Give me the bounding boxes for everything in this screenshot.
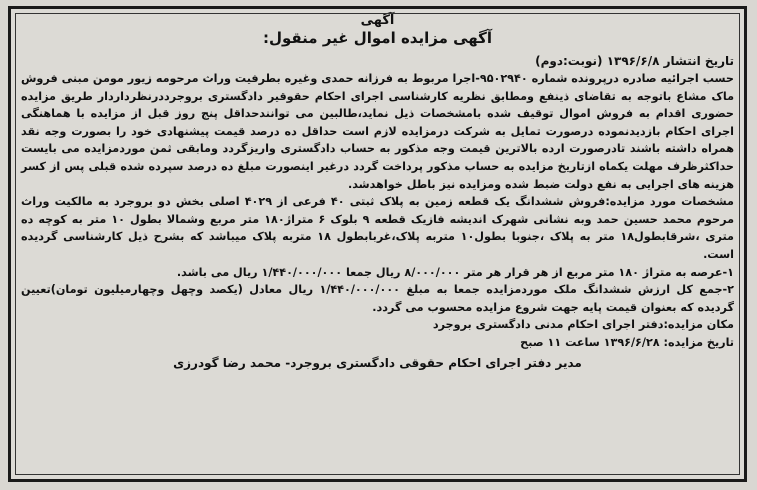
notice-box bbox=[8, 6, 747, 482]
publish-date: تاریخ انتشار ۱۳۹۶/۶/۸ (نوبت:دوم) bbox=[535, 54, 734, 68]
auction-location: مکان مزایده:دفتر اجرای احکام مدنی دادگستری بروجرد bbox=[432, 318, 734, 332]
land-valuation-line: ۱-عرصه به متراژ ۱۸۰ متر مربع از هر قرار هر متر ۸/۰۰۰/۰۰۰ ریال جمعا ۱/۴۴۰/۰۰۰/۰۰۰ ریال می باشد. bbox=[176, 265, 734, 279]
signature-line: مدیر دفتر اجرای احکام حقوقی دادگستری بروجرد- محمد رضا گودرزی bbox=[173, 355, 582, 370]
total-valuation-line: ۲-جمع کل ارزش ششدانگ ملک موردمزایده جمعا به مبلغ ۱/۴۴۰/۰۰۰/۰۰۰ ریال معادل (یکصد وچهل وچهارمیلیون تومان)تعیین گردیده که بعنوان قیمت پایه جهت شروع مزایده محسوب می گردد. bbox=[21, 283, 734, 314]
notice-header: آگهی bbox=[360, 13, 395, 28]
auction-date: تاریخ مزایده: ۱۳۹۶/۶/۲۸ ساعت ۱۱ صبح bbox=[520, 335, 734, 349]
auction-terms-paragraph: حسب اجرائیه صادره درپرونده شماره ۹۵۰۲۹۴۰-اجرا مربوط به فرزانه حمدی وغیره بطرفیت وراث مرحومه زیور مومن مبنی فروش ماک مشاع باتوجه به تقاضای ذینفع ومطابق نظریه کارشناسی اجرای احکام حقوقیر دادگستری بروجرددرنظرداردار طریق مزایده حضوری اقدام به فروش اموال توقیف شده بامشخصات ذیل نماید،طالبین می توانندحداقل پنج روز قبل از مزایده با هماهنگی اجرای احکام بازدیدنموده درصورت تمایل به شرکت درمزایده لازم است حداقل ده درصد قیمت پیشنهادی خود را بصورت وجه نقد همراه داشته باشند تادرصورت ارده بالاترین قیمت وجه مذکور به حساب دادگستری واریزگردد ومابقی ثمن موردمزایده می بایست حداکثرظرف مهلت یکماه ازتاریخ مزایده به حساب مذکور پرداخت گردد درغیر اینصورت مبلغ ده درصد سپرده شده قبلی پس از کسر هزینه های اجرایی به نفع دولت ضبط شده ومزایده نیز باطل خواهدشد. bbox=[21, 72, 734, 191]
property-description-paragraph: مشخصات مورد مزایده:فروش ششدانگ یک قطعه زمین به پلاک ثبتی ۴۰ فرعی از ۴۰۲۹ اصلی بخش دو بروجرد به مالکیت وراث مرحوم محمد حسین حمد وبه نشانی شهرک اندیشه فازیک قطعه ۹ بلوک ۶ متراژ۱۸۰ متر مربع وشمالا بطول ۱۰ متر به کوچه ده متری ،شرقابطول۱۸ متر به پلاک ،جنوبا بطول۱۰ متربه پلاک،غربابطول ۱۸ متربه پلاک میباشد که بشرح ذیل کارشناسی گردیده است. bbox=[21, 195, 735, 261]
notice-title: آگهی مزایده اموال غیر منقول: bbox=[262, 29, 493, 47]
